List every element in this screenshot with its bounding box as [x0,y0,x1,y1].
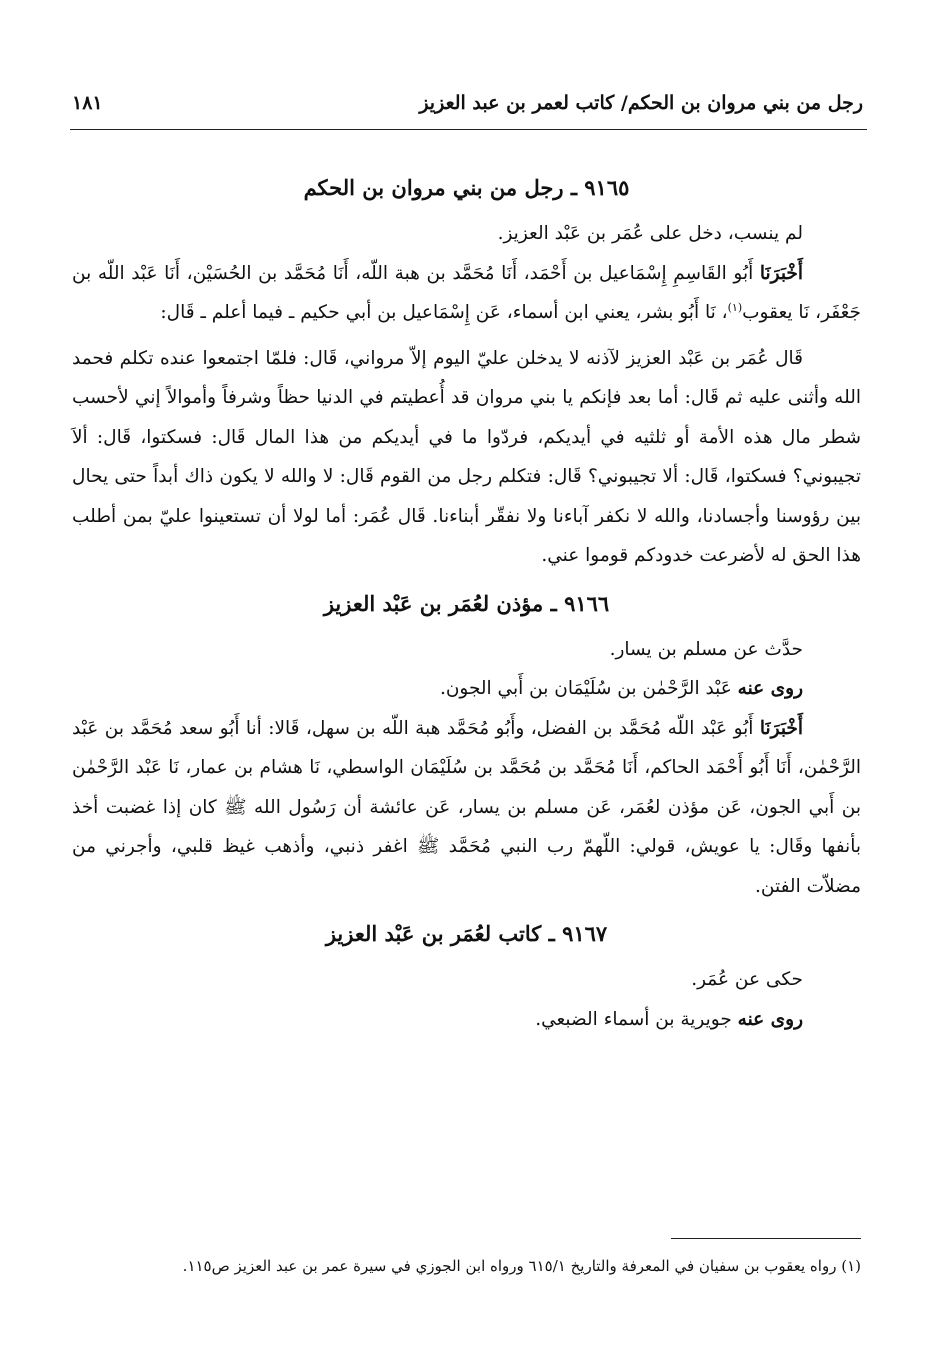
entry-heading-9165: ٩١٦٥ ـ رجل من بني مروان بن الحكم [303,175,630,200]
riwaya-lead: روى عنه [737,678,803,699]
page-body [72,160,861,1039]
running-header [72,86,863,120]
riwaya-lead: روى عنه [737,1008,803,1030]
header-rule [70,129,867,130]
narration-9165: قَال عُمَر بن عَبْد العزيز لآذنه لا يدخلن عليّ اليوم إلاّ مرواني، قَال: فلمّا اجتمعوا عنده تكلم فحمد الله وأثنى عليه ثم قَال: أما بعد فإنكم يا بني مروان قد أُعطيتم في الدنيا حظاً وشرفاً وأموالاً إني لأحسب شطر مال هذه الأمة أو ثلثيه في أيديكم، فردّوا ما في أيديكم من هذا المال قَال: فسكتوا، قَال: ألاَ تجيبوني؟ فسكتوا، قَال: ألا تجيبوني؟ قَال: فتكلم رجل من القوم قَال: لا والله لا يكون ذاك أبداً حتى يحال بين رؤوسنا وأجسادنا، والله لا نكفر آباءنا ولا نفقّر أبناءنا. قَال عُمَر: أما لولا أن تستعينوا عليّ بمن أطلب هذا الحق له لأضرعت خدودكم قوموا عني. [72,347,861,566]
isnad-lead: أَخْبَرَنَا [759,717,803,739]
footnote-text: رواه يعقوب بن سفيان في المعرفة والتاريخ ٦١٥/١ ورواه ابن الجوزي في سيرة عمر بن عبد العزيز ص١١٥. [182,1257,842,1275]
isnad-9166 [72,709,861,907]
entry-intro-9165: لم ينسب، دخل على عُمَر بن عَبْد العزيز. [497,223,803,244]
footnote-ref[interactable]: (١) [727,300,743,314]
riwaya-text: جويرية بن أسماء الضبعي. [535,1008,738,1030]
isnad-text-b: ، نَا أَبُو بشر، يعني ابن أسماء، عَن إِسْمَاعيل بن أبي حكيم ـ فيما أعلم ـ قَال: [160,302,728,323]
entry-intro-9166: حدَّث عن مسلم بن يسار. [609,638,803,660]
footnote-marker: (١) [841,1257,861,1275]
riwaya-9167 [72,1000,861,1040]
page-number: ١٨١ [72,92,103,114]
riwaya-text: عَبْد الرَّحْمٰن بن سُلَيْمَان بن أَبي الجون. [439,678,738,699]
entry-heading-9166: ٩١٦٦ ـ مؤذن لعُمَر بن عَبْد العزيز [323,590,610,616]
riwaya-9166 [72,669,861,709]
running-title: رجل من بني مروان بن الحكم/ كاتب لعمر بن عبد العزيز [419,92,863,114]
entry-heading-9167: ٩١٦٧ ـ كاتب لعُمَر بن عَبْد العزيز [325,921,608,946]
footnote [72,1254,861,1278]
entry-intro-9167: حكى عن عُمَر. [691,969,803,990]
isnad-text: أَبُو عَبْد اللّه مُحَمَّد بن الفضل، وأَبُو مُحَمَّد هبة اللّه بن سهل، قَالا: أنا أَبُو سعد مُحَمَّد بن عَبْد الرَّحْمٰن، أَنَا أَبُو أَحْمَد الحاكم، أَنَا مُحَمَّد بن مُحَمَّد بن سُلَيْمَان الواسطي، نَا هشام بن عمار، نَا عَبْد الرَّحْمٰن بن أَبي الجون، عَن مؤذن لعُمَر، عَن مسلم بن يسار، عَن عائشة أن رَسُول الله ﷺ كان إذا غضبت أخذ بأنفها وقَال: يا عويش، قولي: اللّهمّ رب النبي مُحَمَّد ﷺ اغفر ذنبي، وأذهب غيظ قلبي، وأجرني من مضلاّت الفتن. [72,717,861,897]
isnad-9165 [72,254,861,333]
footnote-rule [671,1238,861,1239]
isnad-lead: أَخْبَرَنَا [759,262,803,284]
isnad-text-a: أَبُو القَاسِمِ إِسْمَاعيل بن أَحْمَد، أَنَا مُحَمَّد بن هبة اللّه، أَنَا مُحَمَّد بن الحُسَيْن، أَنَا عَبْد اللّه بن جَعْفَر، نَا يعقوب [72,262,861,323]
